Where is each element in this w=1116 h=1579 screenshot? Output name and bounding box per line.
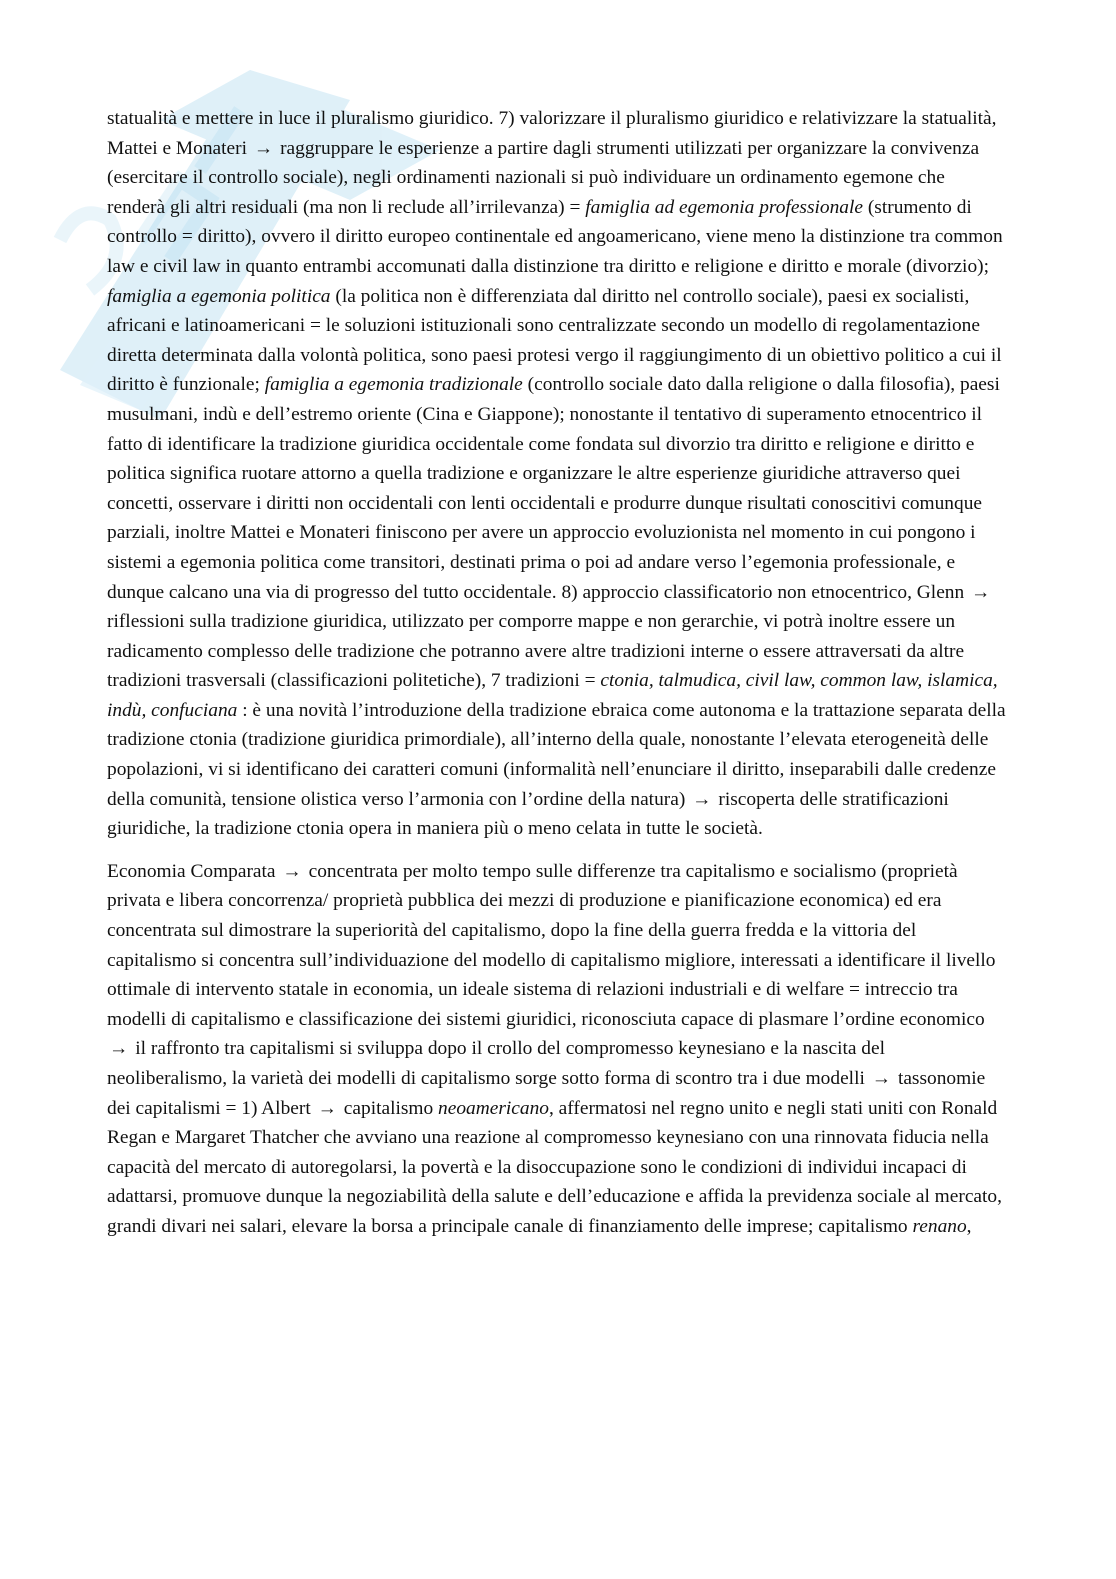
text-run: : è una novità l’introduzione della tradizione ebraica come autonoma e la trattazione separata della tradizione ctonia (tradizione giuridica primordiale), all’interno della quale, nonostante l’elevata eterogeneità delle popolazioni, vi si identificano dei caratteri comuni (informalità nell’enunciare il diritto, inseparabili dalle credenze della comunità, tensione olistica verso l’armonia con l’ordine della natura) bbox=[107, 699, 1006, 810]
text-run: concentrata per molto tempo sulle differenze tra capitalismo e socialismo (proprietà privata e libera concorrenza/ proprietà pubblica dei mezzi di produzione e pianificazione economica) ed era concentrata sul dimostrare la superiorità del capitalismo, dopo la fine della guerra fredda e la vittoria del capitalismo si concentra sull’individuazione del modello di capitalismo migliore, interessati a identificare il livello ottimale di intervento statale in economia, un ideale sistema di relazioni industriali e di welfare = intreccio tra modelli di capitalismo e classificazione dei sistemi giuridici, riconosciuta capace di plasmare l’ordine economico bbox=[107, 860, 996, 1030]
italic-term: neoamericano bbox=[438, 1097, 549, 1119]
right-arrow-icon: → bbox=[871, 1068, 892, 1089]
text-run: il raffronto tra capitalismi si sviluppa dopo il crollo del compromesso keynesiano e la nascita del neoliberalismo, la varietà dei modelli di capitalismo sorge sotto forma di scontro tra i due modelli bbox=[107, 1038, 885, 1089]
text-run: tassonomie dei capitalismi = 1) Albert bbox=[107, 1068, 986, 1119]
text-run: riflessioni sulla tradizione giuridica, utilizzato per comporre mappe e non gerarchie, vi potrà inoltre essere un radicamento complesso delle tradizione che potranno avere altre tradizioni interne o essere attraversati da altre tradizioni trasversali (classificazioni politetiche), 7 tradizioni = bbox=[107, 611, 965, 692]
right-arrow-icon: → bbox=[692, 788, 712, 810]
text-run: (controllo sociale dato dalla religione o dalla filosofia), paesi musulmani, indù e dell’estremo oriente (Cina e Giappone); nonostante il tentativo di superamento etnocentrico il fatto di identificare la tradizione giuridica occidentale come fondata sul divorzio tra diritto e religione e diritto e politica significa ruotare attorno a quella tradizione e organizzare le altre esperienze giuridiche attraverso quei concetti, osservare i diritti non occidentali con lenti occidentali e produrre dunque risultati conoscitivi comunque parziali, inoltre Mattei e Monateri finiscono per avere un approccio evoluzionista nel momento in cui pongono i sistemi a egemonia politica come transitori, destinati prima o poi ad andare verso l’egemonia professionale, e dunque calcano una via di progresso del tutto occidentale. 8) approccio classificatorio non etnocentrico, Glenn bbox=[107, 374, 1000, 603]
paragraph-legal-traditions bbox=[107, 104, 1007, 844]
text-run: capitalismo bbox=[338, 1097, 439, 1119]
text-run: statualità e mettere in luce il pluralismo giuridico. 7) valorizzare il pluralismo giuridico e relativizzare la statualità, Mattei e Monateri bbox=[107, 108, 997, 159]
text-run: , affermatosi nel regno unito e negli stati uniti con Ronald Regan e Margaret Thatcher che avviano una reazione al compromesso keynesiano con una rinnovata fiducia nella capacità del mercato di autoregolarsi, la povertà e la disoccupazione sono le condizioni di individui incapaci di adattarsi, promuove dunque la negoziabilità della salute e dell’educazione e affida la previdenza sociale al mercato, grandi divari nei salari, elevare la borsa a principale canale di finanziamento delle imprese; capitalismo bbox=[107, 1097, 1002, 1237]
text-run: , bbox=[966, 1215, 972, 1237]
italic-term: famiglia ad egemonia professionale bbox=[585, 196, 863, 218]
right-arrow-icon: → bbox=[971, 581, 991, 603]
right-arrow-icon: → bbox=[317, 1097, 337, 1119]
text-run: raggruppare le esperienze a partire dagli strumenti utilizzati per organizzare la convivenza (esercitare il controllo sociale), negli ordinamenti nazionali si può individuare un ordinamento egemone che renderà gli altri residuali (ma non li reclude all’irrilevanza) = bbox=[107, 137, 980, 218]
paragraph-comparative-economics bbox=[107, 857, 1007, 1242]
text-run: Economia Comparata bbox=[107, 860, 281, 882]
text-run: riscoperta delle stratificazioni giuridiche, la tradizione ctonia opera in maniera più o meno celata in tutte le società. bbox=[107, 788, 949, 840]
right-arrow-icon: → bbox=[282, 860, 302, 882]
text-run: (la politica non è differenziata dal diritto nel controllo sociale), paesi ex socialisti, africani e latinoamericani = le soluzioni istituzionali sono centralizzate secondo un modello di regolamentazione diretta determinata dalla volontà politica, sono paesi protesi vergo il raggiungimento di un obiettivo politico a cui il diritto è funzionale; bbox=[107, 285, 1002, 396]
italic-term: famiglia a egemonia politica bbox=[107, 285, 331, 307]
italic-term: renano bbox=[912, 1215, 967, 1237]
right-arrow-icon: → bbox=[109, 1038, 129, 1060]
text-run: (strumento di controllo = diritto), ovvero il diritto europeo continentale ed angoamericano, viene meno la distinzione tra common law e civil law in quanto entrambi accomunati dalla distinzione tra diritto e religione e diritto e morale (divorzio); bbox=[107, 196, 1003, 277]
italic-term: famiglia a egemonia tradizionale bbox=[264, 374, 523, 396]
right-arrow-icon: → bbox=[253, 137, 274, 159]
italic-term: ctonia, talmudica, civil law, common law, islamica, indù, confuciana bbox=[107, 670, 998, 721]
document-body bbox=[107, 104, 1007, 1242]
